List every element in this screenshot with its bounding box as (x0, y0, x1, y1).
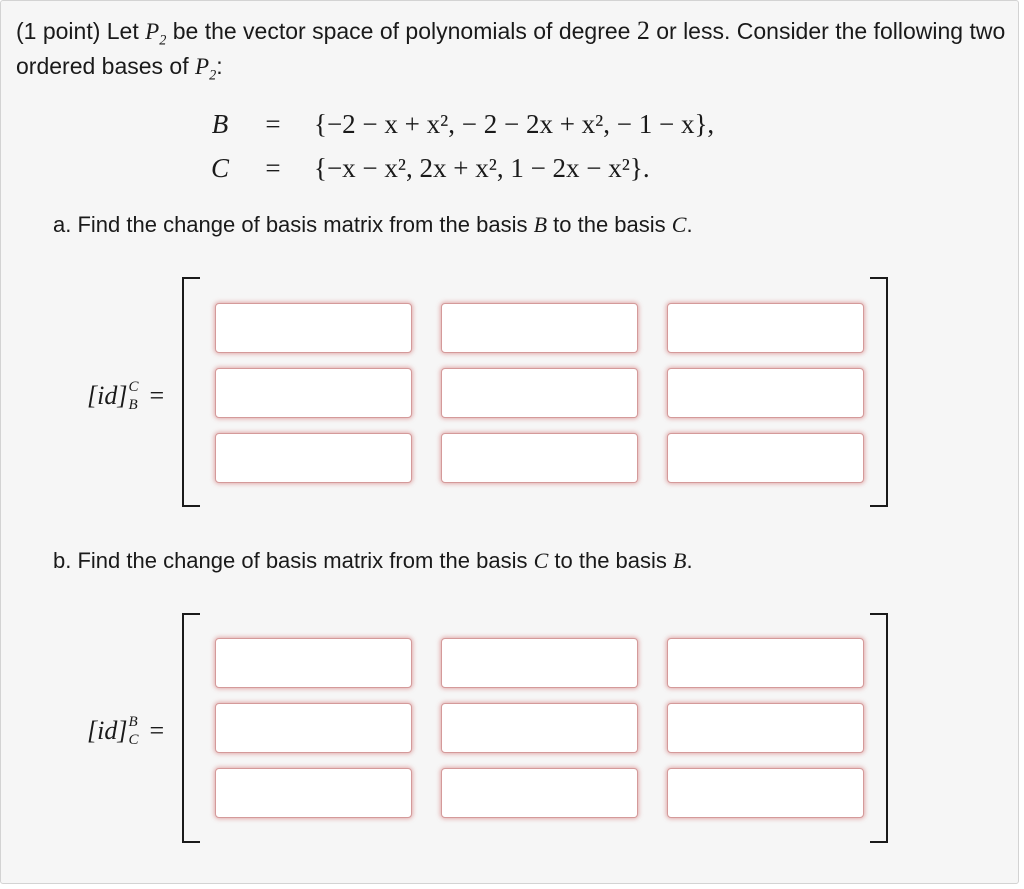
space-symbol-2: $P_2$ (195, 54, 217, 84)
problem-statement (16, 13, 1006, 84)
degree-value: 2 (636, 16, 650, 45)
matrix-a-cell-1-3[interactable] (667, 303, 864, 353)
points-label: (1 point) (16, 18, 101, 44)
basis-b-equals: = (265, 109, 281, 139)
basis-c-name: C (210, 153, 229, 183)
matrix-a-cell-2-2[interactable] (441, 368, 638, 418)
intro-text-b: be the vector space of polynomials of degree (172, 18, 631, 44)
matrix-a-cell-1-1[interactable] (215, 303, 412, 353)
basis-c-equals: = (265, 153, 281, 183)
matrix-a-cell-1-2[interactable] (441, 303, 638, 353)
part-b-question: b. Find the change of basis matrix from the basis C to the basis B. (53, 548, 693, 573)
matrix-b-cell-3-2[interactable] (441, 768, 638, 818)
matrix-b-cell-1-1[interactable] (215, 638, 412, 688)
space-symbol: $P_2$ (145, 19, 167, 49)
matrix-a-label: [id] C B = (87, 379, 165, 414)
matrix-b-right-bracket (870, 613, 888, 843)
matrix-b-cell-2-1[interactable] (215, 703, 412, 753)
matrix-b-cell-2-2[interactable] (441, 703, 638, 753)
basis-b-name: B (211, 109, 229, 139)
matrix-a-cell-3-3[interactable] (667, 433, 864, 483)
intro-text-c: or less. Consider the following two ordered bases of (16, 18, 1006, 79)
matrix-a-cell-3-2[interactable] (441, 433, 638, 483)
basis-c-set: {−x − x², 2x + x², 1 − 2x − x²}. (314, 153, 650, 183)
basis-b-set: {−2 − x + x², − 2 − 2x + x², − 1 − x}, (314, 109, 715, 139)
matrix-b-cell-3-1[interactable] (215, 768, 412, 818)
matrix-a-cell-3-1[interactable] (215, 433, 412, 483)
matrix-a-cell-2-3[interactable] (667, 368, 864, 418)
part-a-question: a. Find the change of basis matrix from the basis B to the basis C. (53, 212, 693, 237)
matrix-b-cell-2-3[interactable] (667, 703, 864, 753)
matrix-b-cell-1-3[interactable] (667, 638, 864, 688)
intro-text-a: Let (106, 18, 139, 44)
intro-end: : (216, 53, 223, 79)
matrix-a-left-bracket (182, 277, 200, 507)
matrix-b-left-bracket (182, 613, 200, 843)
matrix-b-cell-1-2[interactable] (441, 638, 638, 688)
matrix-a-cell-2-1[interactable] (215, 368, 412, 418)
matrix-a-right-bracket (870, 277, 888, 507)
matrix-b-cell-3-3[interactable] (667, 768, 864, 818)
matrix-b-label: [id] B C = (87, 714, 165, 749)
